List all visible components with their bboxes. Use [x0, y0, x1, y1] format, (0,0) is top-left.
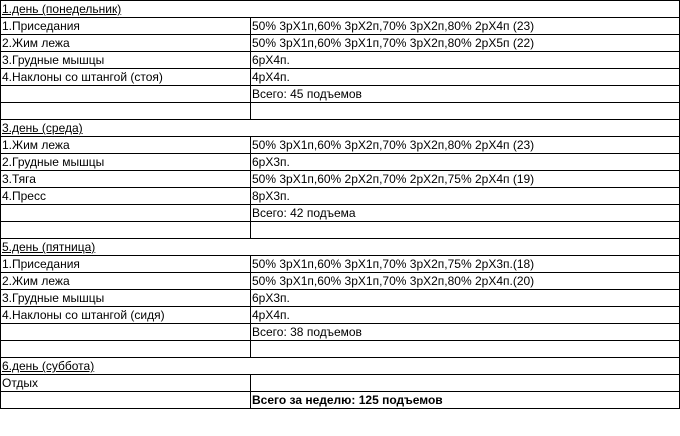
empty-cell — [1, 324, 251, 341]
exercise-row — [1, 273, 680, 290]
rest-label: Отдых — [1, 375, 251, 392]
exercise-scheme: 50% 3рХ1п,60% 3рХ1п,70% 3рХ2п,80% 2рХ5п (22) — [251, 35, 680, 52]
spacer-row — [1, 103, 680, 120]
empty-cell — [1, 341, 251, 358]
day-title-row — [1, 358, 680, 375]
exercise-row — [1, 52, 680, 69]
spacer-row — [1, 341, 680, 358]
exercise-scheme: 6рХ3п. — [251, 154, 680, 171]
day-total: Всего: 42 подъема — [251, 205, 680, 222]
day-title-row — [1, 1, 680, 18]
exercise-name: 3.Грудные мышцы — [1, 52, 251, 69]
day-total-row — [1, 205, 680, 222]
week-total: Всего за неделю: 125 подъемов — [251, 392, 680, 409]
exercise-row — [1, 307, 680, 324]
exercise-scheme: 4рХ4п. — [251, 307, 680, 324]
empty-cell — [1, 205, 251, 222]
empty-cell — [1, 392, 251, 409]
exercise-row — [1, 188, 680, 205]
exercise-scheme: 50% 3рХ1п,60% 3рХ2п,70% 3рХ2п,80% 2рХ4п (23) — [251, 137, 680, 154]
exercise-name: 1.Жим лежа — [1, 137, 251, 154]
exercise-name: 2.Грудные мышцы — [1, 154, 251, 171]
day-title-text: 6.день (суббота) — [2, 359, 95, 373]
exercise-name: 2.Жим лежа — [1, 273, 251, 290]
day-title — [1, 358, 680, 375]
spacer-row — [1, 222, 680, 239]
exercise-row — [1, 171, 680, 188]
day-title — [1, 120, 680, 137]
exercise-name: 3.Тяга — [1, 171, 251, 188]
day-title-text: 3.день (среда) — [2, 121, 83, 135]
empty-cell — [251, 375, 680, 392]
exercise-scheme: 6рХ4п. — [251, 52, 680, 69]
exercise-row — [1, 256, 680, 273]
day-total-row — [1, 324, 680, 341]
exercise-scheme: 50% 3рХ1п,60% 3рХ1п,70% 3рХ2п,75% 2рХ3п.(18) — [251, 256, 680, 273]
empty-cell — [1, 222, 251, 239]
exercise-name: 1.Приседания — [1, 256, 251, 273]
day-title-row — [1, 120, 680, 137]
exercise-scheme: 50% 3рХ1п,60% 3рХ2п,70% 3рХ2п,80% 2рХ4п (23) — [251, 18, 680, 35]
exercise-name: 3.Грудные мышцы — [1, 290, 251, 307]
exercise-scheme: 4рХ4п. — [251, 69, 680, 86]
empty-cell — [1, 86, 251, 103]
empty-cell — [251, 341, 680, 358]
exercise-name: 4.Наклоны со штангой (стоя) — [1, 69, 251, 86]
exercise-name: 4.Наклоны со штангой (сидя) — [1, 307, 251, 324]
exercise-row — [1, 35, 680, 52]
exercise-name: 2.Жим лежа — [1, 35, 251, 52]
exercise-scheme: 50% 3рХ1п,60% 3рХ1п,70% 3рХ2п,80% 2рХ4п.(20) — [251, 273, 680, 290]
day-title — [1, 1, 680, 18]
exercise-scheme: 50% 3рХ1п,60% 2рХ2п,70% 2рХ2п,75% 2рХ4п (19) — [251, 171, 680, 188]
day-title-row — [1, 239, 680, 256]
week-total-row — [1, 392, 680, 409]
exercise-scheme: 8рХ3п. — [251, 188, 680, 205]
training-plan-body — [1, 1, 680, 409]
exercise-row — [1, 137, 680, 154]
empty-cell — [251, 222, 680, 239]
exercise-scheme: 6рХ3п. — [251, 290, 680, 307]
day-title — [1, 239, 680, 256]
empty-cell — [1, 103, 251, 120]
day-total: Всего: 38 подъемов — [251, 324, 680, 341]
exercise-row — [1, 18, 680, 35]
day-title-text: 1.день (понедельник) — [2, 2, 122, 16]
exercise-name: 1.Приседания — [1, 18, 251, 35]
exercise-row — [1, 69, 680, 86]
day-total: Всего: 45 подъемов — [251, 86, 680, 103]
empty-cell — [251, 103, 680, 120]
day-total-row — [1, 86, 680, 103]
exercise-row — [1, 154, 680, 171]
rest-row — [1, 375, 680, 392]
day-title-text: 5.день (пятница) — [2, 240, 96, 254]
exercise-name: 4.Пресс — [1, 188, 251, 205]
exercise-row — [1, 290, 680, 307]
